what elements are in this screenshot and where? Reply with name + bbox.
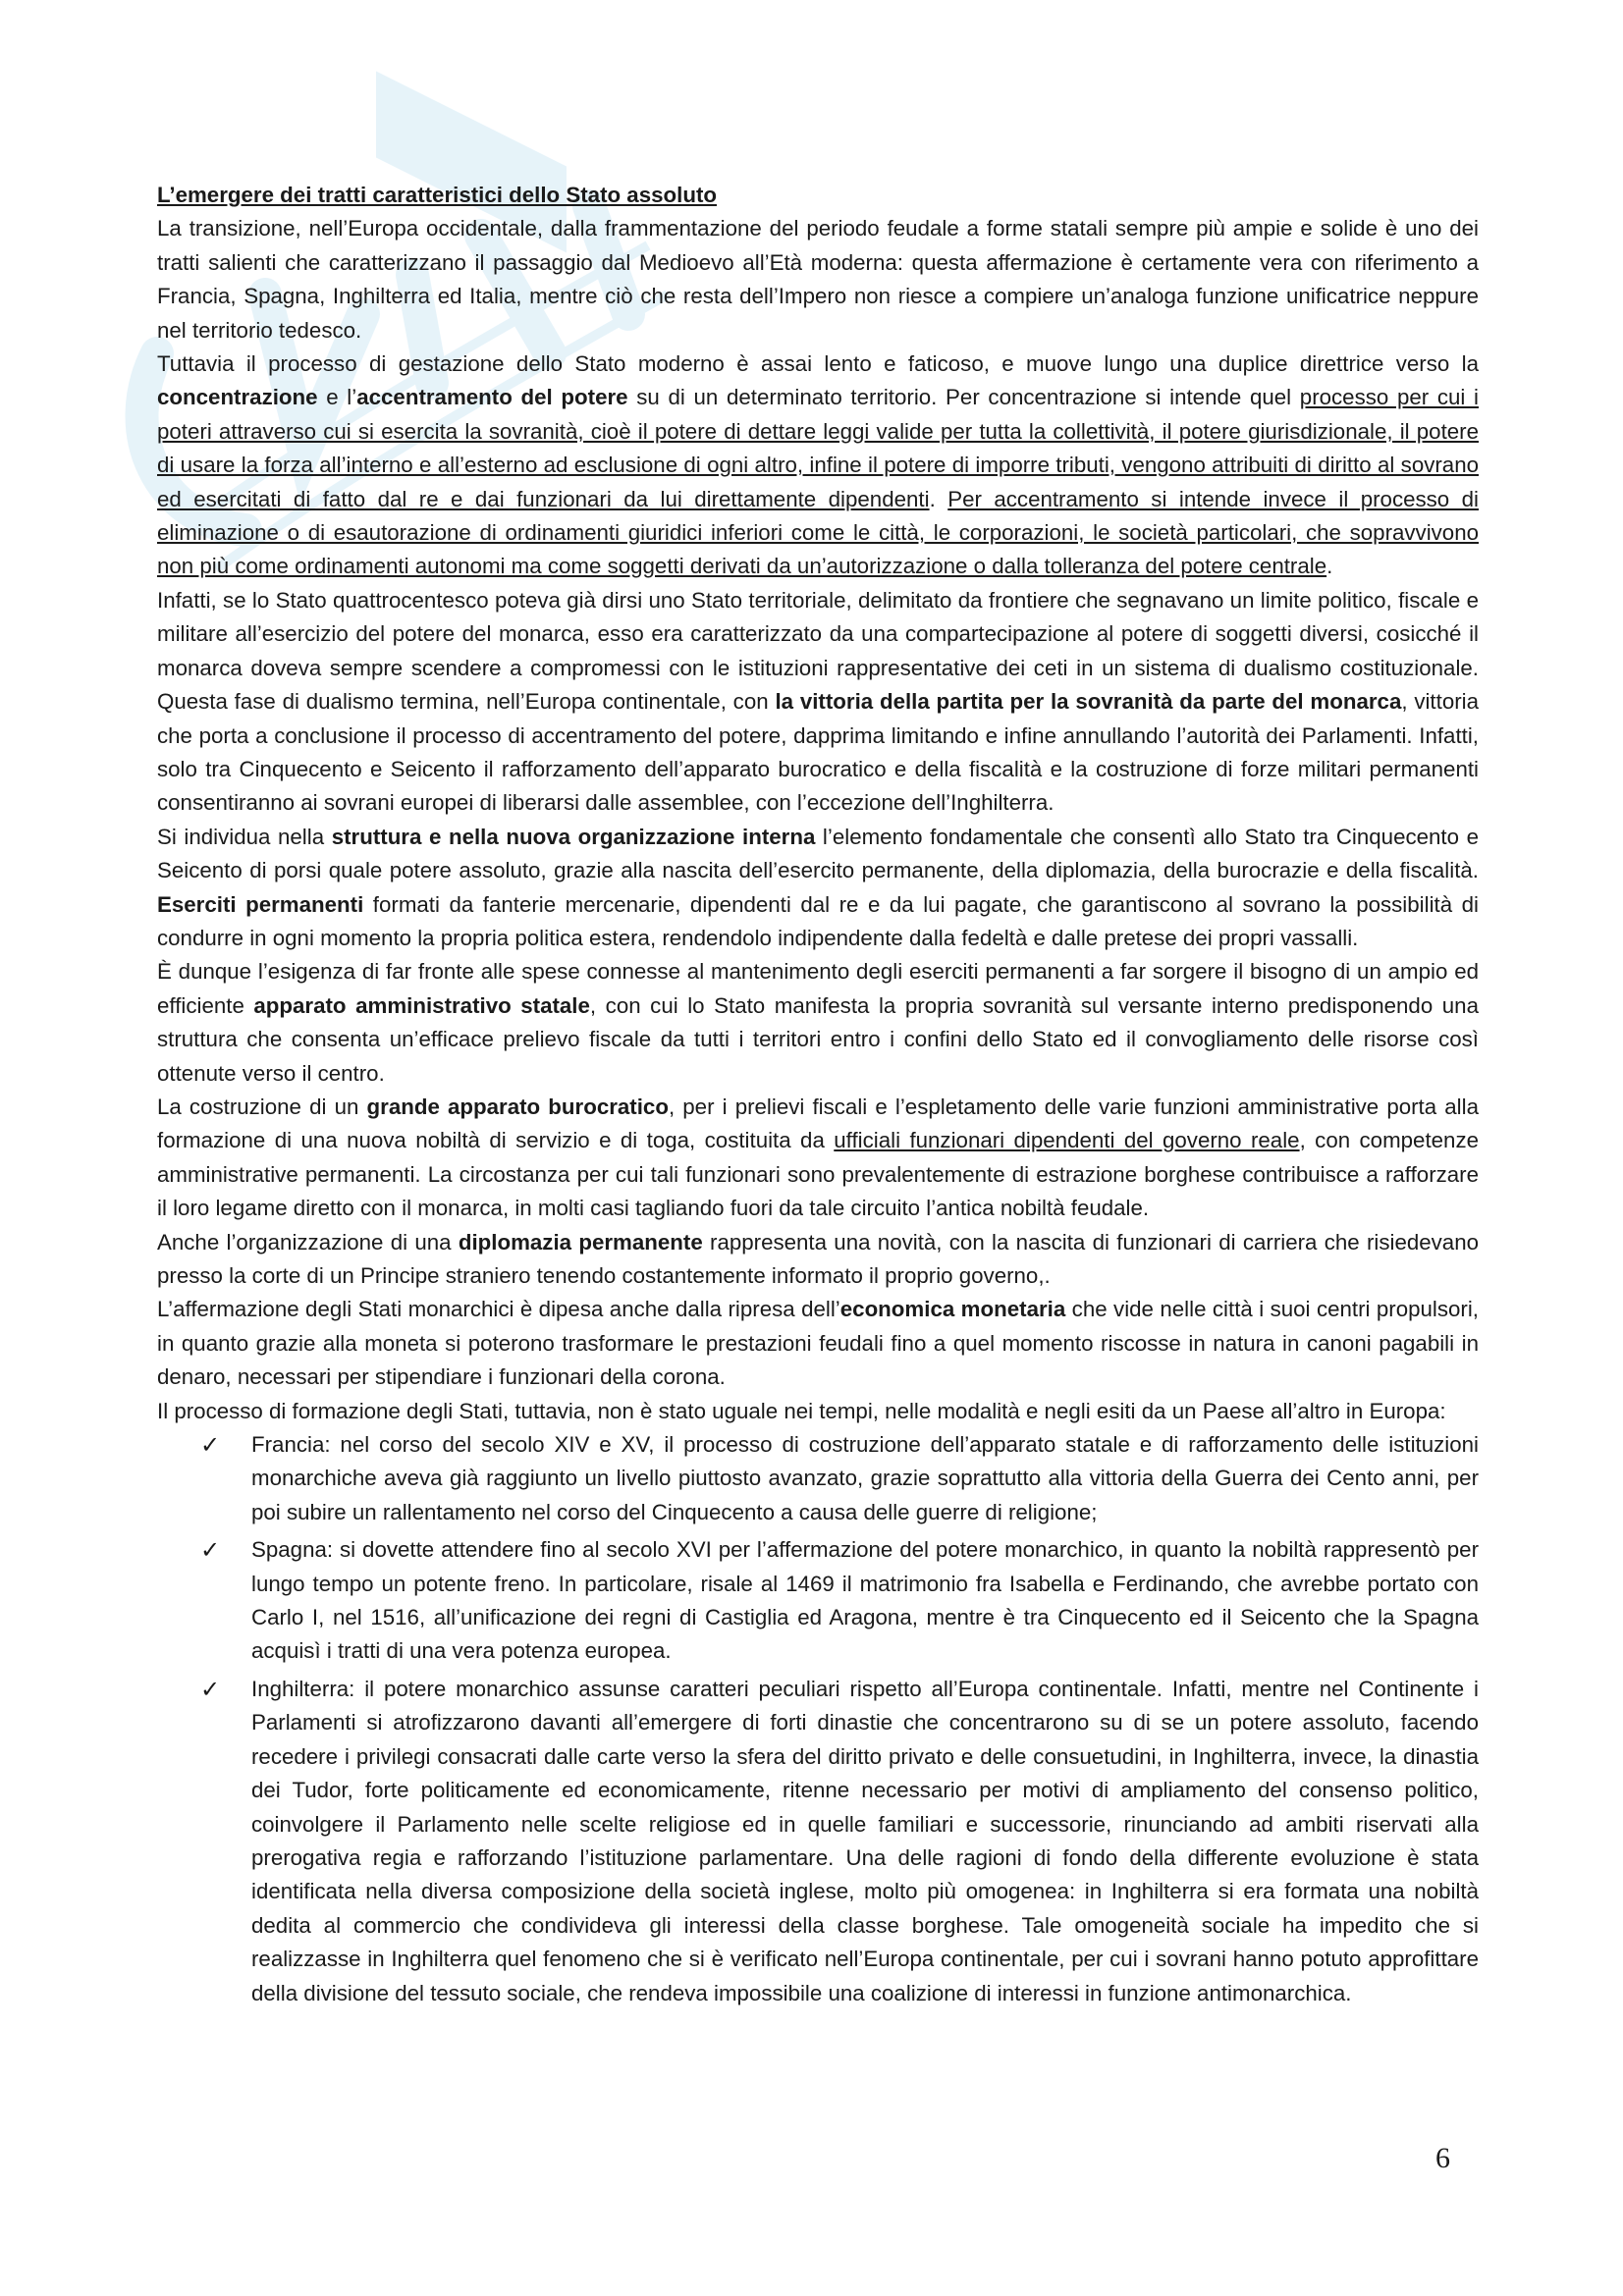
paragraph-3: Infatti, se lo Stato quattrocentesco poteva già dirsi uno Stato territoriale, delimitato da frontiere che segnavano un limite politico, fiscale e militare all’esercizio del potere del monarca, esso era caratterizzato da una compartecipazione al potere di soggetti diversi, cosicché il monarca doveva sempre scendere a compromessi con le istituzioni rappresentative dei ceti in un sistema di dualismo costituzionale. Questa fase di dualismo termina, nell’Europa continentale, con la vittoria della partita per la sovranità da parte del monarca, vittoria che porta a conclusione il processo di accentramento del potere, dapprima limitando e infine annullando l’autorità dei Parlamenti. Infatti, solo tra Cinquecento e Seicento il rafforzamento dell’apparato burocratico e della fiscalità e la costruzione di forze militari permanenti consentiranno ai sovrani europei di liberarsi dalle assemblee, con l’eccezione dell’Inghilterra. bbox=[157, 587, 1479, 816]
page-number: 6 bbox=[1435, 2142, 1450, 2174]
country-list bbox=[157, 1428, 1479, 2010]
check-icon: ✓ bbox=[200, 1536, 221, 1565]
list-item: ✓ Francia: nel corso del secolo XIV e XV, il processo di costruzione dell’apparato statale e di rafforzamento delle istituzioni monarchiche aveva già raggiunto un livello piuttosto avanzato, grazie soprattutto alla vittoria della Guerra dei Cento anni, per poi subire un rallentamento nel corso del Cinquecento a causa delle guerre di religione; bbox=[251, 1428, 1479, 1529]
paragraph-6: La costruzione di un grande apparato burocratico, per i prelievi fiscali e l’espletamento delle varie funzioni amministrative porta alla formazione di una nuova nobiltà di servizio e di toga, costituita da ufficiali funzionari dipendenti del governo reale, con competenze amministrative permanenti. La circostanza per cui tali funzionari sono prevalentemente di estrazione borghese contribuisce a rafforzare il loro legame diretto con il monarca, in molti casi tagliando fuori da tale circuito l’antica nobiltà feudale. bbox=[157, 1094, 1480, 1221]
section-title: L’emergere dei tratti caratteristici dello Stato assoluto bbox=[157, 183, 717, 207]
paragraph-1: La transizione, nell’Europa occidentale, dalla frammentazione del periodo feudale a forme statali sempre più ampie e solide è uno dei tratti salienti che caratterizzano il passaggio dal Medioevo all’Età moderna: questa affermazione è certamente vera con riferimento a Francia, Spagna, Inghilterra ed Italia, mentre ciò che resta dell’Impero non riesce a compiere un’analoga funzione unificatrice neppure nel territorio tedesco. bbox=[157, 216, 1479, 343]
accentramento-definition: Per accentramento si intende invece il processo di eliminazione o di esautorazione di ordinamenti giuridici inferiori come le città, le corporazioni, le società particolari, che sopravvivono non più come ordinamenti autonomi ma come soggetti derivati da un’autorizzazione o dalla tolleranza del potere centrale bbox=[157, 486, 1480, 579]
paragraph-7: Anche l’organizzazione di una diplomazia permanente rappresenta una novità, con la nascita di funzionari di carriera che risiedevano presso la corte di un Principe straniero tenendo costantemente informato il proprio governo,. bbox=[157, 1229, 1479, 1288]
check-icon: ✓ bbox=[200, 1675, 221, 1703]
list-item: ✓ Spagna: si dovette attendere fino al secolo XVI per l’affermazione del potere monarchico, in quanto la nobiltà rappresentò per lungo tempo un potente freno. In particolare, risale al 1469 il matrimonio fra Isabella e Ferdinando, che avrebbe portato con Carlo I, nel 1516, all’unificazione dei regni di Castiglia ed Aragona, mentre è tra Cinquecento ed il Seicento che la Spagna acquisì i tratti di una vera potenza europea. bbox=[251, 1533, 1479, 1669]
check-icon: ✓ bbox=[200, 1431, 221, 1460]
paragraph-8: L’affermazione degli Stati monarchici è dipesa anche dalla ripresa dell’economica monetaria che vide nelle città i suoi centri propulsori, in quanto grazie alla moneta si poterono trasformare le prestazioni feudali fino a quel momento riscosse in natura in canoni pagabili in denaro, necessari per stipendiare i funzionari della corona. bbox=[157, 1297, 1479, 1390]
list-item: ✓ Inghilterra: il potere monarchico assunse caratteri peculiari rispetto all’Europa continentale. Infatti, mentre nel Continente i Parlamenti si atrofizzarono davanti all’emergere di forti dinastie che concentrarono su di se un potere assoluto, facendo recedere i privilegi consacrati dalle carte verso la sfera del diritto privato e delle consuetudini, in Inghilterra, invece, la dinastia dei Tudor, forte politicamente ed economicamente, ritenne necessario per motivi di ampliamento del consenso politico, coinvolgere il Parlamento nelle scelte religiose ed in quelle familiari e successorie, rinunciando ad ambiti riservati alla prerogativa regia e rafforzando l’istituzione parlamentare. Una delle ragioni di fondo della differente evoluzione è stata identificata nella diversa composizione della società inglese, molto più omogenea: in Inghilterra si era formata una nobiltà dedita al commercio che condivideva gli interessi della classe borghese. Tale omogeneità sociale ha impedito che si realizzasse in Inghilterra quel fenomeno che si è verificato nell’Europa continentale, per cui i sovrani hanno potuto approfittare della divisione del tessuto sociale, che rendeva impossibile una coalizione di interessi in funzione antimonarchica. bbox=[251, 1673, 1479, 2010]
concentrazione-definition: processo per cui i poteri attraverso cui si esercita la sovranità, cioè il potere di dettare leggi valide per tutta la collettività, il potere giurisdizionale, il potere di usare la forza all’interno e all’esterno ad esclusione di ogni altro, infine il potere di imporre tributi, vengono attribuiti di diritto al sovrano ed esercitati di fatto dal re e dai funzionari da lui direttamente dipendenti bbox=[157, 385, 1479, 511]
document-body bbox=[157, 179, 1479, 2014]
paragraph-4: Si individua nella struttura e nella nuova organizzazione interna l’elemento fondamentale che consentì allo Stato tra Cinquecento e Seicento di porsi quale potere assoluto, grazie alla nascita dell’esercito permanente, della diplomazia, della burocrazie e della fiscalità. Eserciti permanenti formati da fanterie mercenarie, dipendenti dal re e da lui pagate, che garantiscono al sovrano la possibilità di condurre in ogni momento la propria politica estera, rendendolo indipendente dalla fedeltà e dalle pretese dei propri vassalli. bbox=[157, 824, 1480, 950]
paragraph-5: È dunque l’esigenza di far fronte alle spese connesse al mantenimento degli eserciti permanenti a far sorgere il bisogno di un ampio ed efficiente apparato amministrativo statale, con cui lo Stato manifesta la propria sovranità sul versante interno predisponendo una struttura che consenta un’efficace prelievo fiscale da tutti i territori entro i confini dello Stato ed il convogliamento delle risorse così ottenute verso il centro. bbox=[157, 959, 1479, 1086]
paragraph-2: Tuttavia il processo di gestazione dello Stato moderno è assai lento e faticoso, e muove lungo una duplice direttrice verso la concentrazione e l’accentramento del potere su di un determinato territorio. Per concentrazione si intende quel processo per cui i poteri attraverso cui si esercita la sovranità, cioè il potere di dettare leggi valide per tutta la collettività, il potere giurisdizionale, il potere di usare la forza all’interno e all’esterno ad esclusione di ogni altro, infine il potere di imporre tributi, vengono attribuiti di diritto al sovrano ed esercitati di fatto dal re e dai funzionari da lui direttamente dipendenti. Per accentramento si intende invece il processo di eliminazione o di esautorazione di ordinamenti giuridici inferiori come le città, le corporazioni, le società particolari, che sopravvivono non più come ordinamenti autonomi ma come soggetti derivati da un’autorizzazione o dalla tolleranza del potere centrale. bbox=[157, 351, 1480, 579]
paragraph-9: Il processo di formazione degli Stati, tuttavia, non è stato uguale nei tempi, nelle modalità e negli esiti da un Paese all’altro in Europa: bbox=[157, 1398, 1446, 1423]
